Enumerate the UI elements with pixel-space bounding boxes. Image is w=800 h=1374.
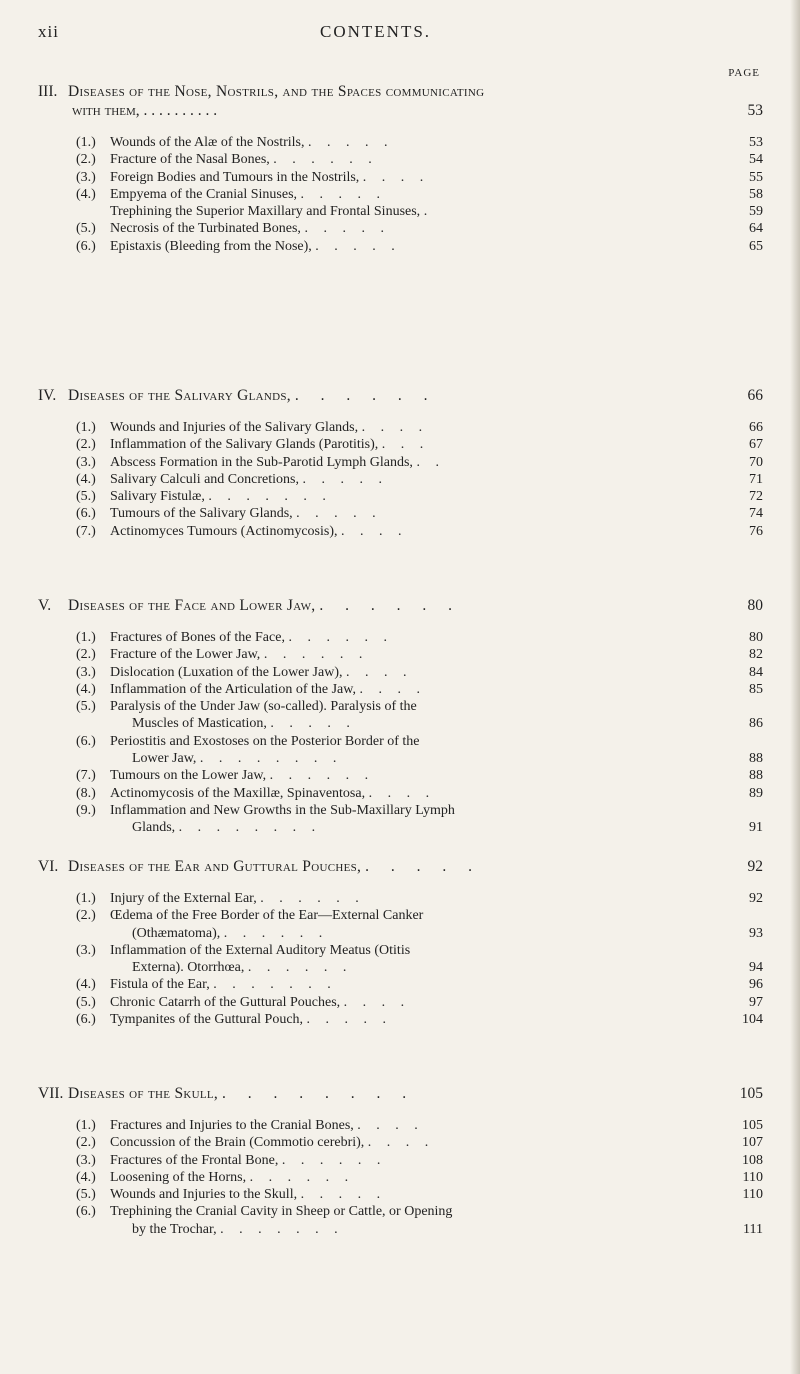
list-item-cont <box>38 1221 763 1238</box>
item-number: (5.) <box>76 489 96 505</box>
list-item <box>38 976 763 993</box>
section-title: Diseases of the Face and Lower Jaw, <box>68 597 316 614</box>
list-item <box>38 134 763 151</box>
item-text: Empyema of the Cranial Sinuses, <box>110 186 298 202</box>
dot-leader: . . . . . . <box>269 768 375 784</box>
item-text-cont: by the Trochar, <box>132 1221 217 1237</box>
section-title-cont: with them, <box>72 102 140 119</box>
item-number: (4.) <box>76 681 96 697</box>
item-text: Concussion of the Brain (Commotio cerebri), <box>110 1135 365 1151</box>
list-item <box>38 151 763 168</box>
item-text-cont: Muscles of Mastication, <box>132 716 267 732</box>
dot-leader: . . . . . <box>307 135 394 150</box>
list-item <box>38 1169 763 1186</box>
dot-leader: . . . . <box>341 523 408 539</box>
list-item <box>38 785 763 802</box>
dot-leader: . . . . . . <box>247 960 353 976</box>
dot-leader: . . . . . . . . <box>178 820 322 836</box>
list-item <box>38 169 763 186</box>
list-item <box>38 523 763 540</box>
item-text: Actinomycosis of the Maxillæ, Spinaventosa, <box>110 785 366 801</box>
item-number: (2.) <box>76 647 96 663</box>
item-number: (4.) <box>76 977 96 993</box>
dot-leader: . . . . . . . . <box>221 1085 416 1102</box>
dot-leader: . . . . . <box>270 716 356 732</box>
item-text: Fractures and Injuries to the Cranial Bones, <box>110 1118 354 1133</box>
dot-leader: . <box>423 204 434 220</box>
list-item <box>38 220 763 237</box>
list-item <box>38 698 763 715</box>
section-items <box>38 629 763 837</box>
item-page: 110 <box>742 1169 763 1185</box>
section-number: III. <box>38 83 58 100</box>
item-page: 54 <box>749 152 763 168</box>
list-item-cont <box>38 925 763 942</box>
dot-leader: . . . . . . <box>263 647 369 663</box>
dot-leader: . . . . . . <box>281 1152 387 1168</box>
item-text-cont: Glands, <box>132 820 176 836</box>
list-item <box>38 1203 763 1220</box>
item-number: (1.) <box>76 891 96 906</box>
item-page: 67 <box>749 437 763 453</box>
list-item <box>38 454 763 471</box>
page-edge-shadow <box>790 0 800 1374</box>
item-page: 64 <box>749 221 763 237</box>
item-page: 76 <box>749 523 763 539</box>
item-text-cont: Lower Jaw, <box>132 751 197 767</box>
item-page: 93 <box>749 925 763 941</box>
list-item <box>38 942 763 959</box>
list-item-cont <box>38 959 763 976</box>
dot-leader: . . . . . . <box>249 1169 355 1185</box>
section-items <box>38 134 763 255</box>
section-title: Diseases of the Ear and Guttural Pouches, <box>68 858 362 875</box>
dot-leader: . . . . <box>368 785 436 801</box>
dot-leader: . . . . . <box>302 471 388 487</box>
list-item <box>38 1117 763 1134</box>
item-number: (7.) <box>76 768 96 784</box>
dot-leader: . . . . <box>362 169 430 185</box>
dot-leader: . . . . . <box>365 858 481 875</box>
item-page: 70 <box>749 454 763 470</box>
item-text: Tympanites of the Guttural Pouch, <box>110 1012 304 1028</box>
list-item <box>38 802 763 819</box>
list-item <box>38 1134 763 1151</box>
section-heading <box>38 857 763 876</box>
list-item <box>38 436 763 453</box>
list-item <box>38 1186 763 1203</box>
list-item <box>38 1011 763 1028</box>
item-text: Wounds and Injuries of the Salivary Glands, <box>110 420 359 435</box>
item-text: Loosening of the Horns, <box>110 1169 247 1185</box>
item-number: (2.) <box>76 152 96 168</box>
list-item <box>38 186 763 203</box>
page-number: xii <box>38 22 59 41</box>
item-text: Fracture of the Lower Jaw, <box>110 647 261 663</box>
dot-leader: . . . <box>381 437 430 453</box>
section-heading <box>38 386 763 405</box>
page-title: CONTENTS. <box>320 22 432 41</box>
item-text: Dislocation (Luxation of the Lower Jaw), <box>110 664 343 680</box>
item-page: 97 <box>749 994 763 1010</box>
item-text-cont: Externa). Otorrhœa, <box>132 960 245 976</box>
dot-leader: . . . . <box>357 1118 424 1133</box>
section-title: Diseases of the Salivary Glands, <box>68 387 291 404</box>
item-page: 111 <box>743 1221 763 1237</box>
list-item <box>38 203 763 220</box>
item-page: 86 <box>749 716 763 732</box>
section-number: VII. <box>38 1085 64 1102</box>
section-title: Diseases of the Nose, Nostrils, and the Spaces communicating <box>68 83 485 100</box>
item-number: (3.) <box>76 1152 96 1168</box>
list-item <box>38 907 763 924</box>
section-6 <box>38 857 763 1028</box>
list-item <box>38 505 763 522</box>
item-text: Paralysis of the Under Jaw (so-called). Paralysis of the <box>110 699 417 715</box>
item-text: Inflammation and New Growths in the Sub-Maxillary Lymph <box>110 802 455 818</box>
item-text: Necrosis of the Turbinated Bones, <box>110 221 301 237</box>
section-heading <box>38 1084 763 1103</box>
list-item <box>38 488 763 505</box>
item-number: (8.) <box>76 785 96 801</box>
item-number: (1.) <box>76 1118 96 1133</box>
item-text: Inflammation of the External Auditory Meatus (Otitis <box>110 942 411 958</box>
item-page: 92 <box>749 891 763 906</box>
item-number: (3.) <box>76 169 96 185</box>
item-number: (3.) <box>76 664 96 680</box>
item-text: Wounds of the Alæ of the Nostrils, <box>110 135 305 150</box>
list-item-cont <box>38 819 763 836</box>
item-number: (1.) <box>76 135 96 150</box>
section-number: IV. <box>38 387 57 404</box>
section-heading <box>38 82 763 101</box>
item-number: (7.) <box>76 523 96 539</box>
item-text-cont: (Othæmatoma), <box>132 925 221 941</box>
item-page: 85 <box>749 681 763 697</box>
item-text: Injury of the External Ear, <box>110 891 257 906</box>
list-item <box>38 629 763 646</box>
dot-leader: . . . . . . <box>260 891 365 906</box>
dot-leader: . . . . . . . <box>220 1221 344 1237</box>
item-text: Salivary Fistulæ, <box>110 489 205 505</box>
item-number: (1.) <box>76 420 96 435</box>
section-7 <box>38 1084 763 1238</box>
item-text: Abscess Formation in the Sub-Parotid Lymph Glands, <box>110 454 413 470</box>
item-text: Trephining the Superior Maxillary and Frontal Sinuses, <box>110 204 421 220</box>
dot-leader: . . . . . . <box>319 597 461 614</box>
item-page: 80 <box>749 630 763 645</box>
item-number: (3.) <box>76 454 96 470</box>
dot-leader: . . . . . . <box>223 925 329 941</box>
item-number: (9.) <box>76 802 96 818</box>
item-page: 71 <box>749 471 763 487</box>
item-number: (4.) <box>76 471 96 487</box>
item-page: 65 <box>749 238 763 254</box>
dot-leader: . . . . . <box>315 238 401 254</box>
section-5 <box>38 596 763 837</box>
item-number: (2.) <box>76 908 96 924</box>
item-text: Tumours of the Salivary Glands, <box>110 506 293 522</box>
list-item <box>38 471 763 488</box>
section-items <box>38 419 763 540</box>
item-number: (4.) <box>76 186 96 202</box>
item-text: Wounds and Injuries to the Skull, <box>110 1187 298 1203</box>
dot-leader: . . . . . . . . <box>199 751 343 767</box>
dot-leader: . . . . <box>359 681 426 697</box>
item-number: (4.) <box>76 1169 96 1185</box>
item-text: Inflammation of the Articulation of the Jaw, <box>110 681 356 697</box>
item-page: 66 <box>749 420 763 435</box>
item-page: 107 <box>742 1135 763 1151</box>
item-page: 82 <box>749 647 763 663</box>
item-text: Foreign Bodies and Tumours in the Nostrils, <box>110 169 360 185</box>
section-items <box>38 1117 763 1238</box>
list-item <box>38 419 763 436</box>
dot-leader: . . . . . . . . . . <box>143 102 218 119</box>
item-number: (6.) <box>76 238 96 254</box>
item-text: Chronic Catarrh of the Guttural Pouches, <box>110 994 341 1010</box>
item-number: (5.) <box>76 994 96 1010</box>
section-3 <box>38 82 763 255</box>
list-item-cont <box>38 750 763 767</box>
dot-leader: . . . . <box>343 994 411 1010</box>
dot-leader: . . <box>416 454 445 470</box>
item-page: 91 <box>749 820 763 836</box>
item-number: (2.) <box>76 437 96 453</box>
list-item <box>38 733 763 750</box>
item-number: (2.) <box>76 1135 96 1151</box>
item-page: 89 <box>749 785 763 801</box>
dot-leader: . . . . . <box>300 1187 387 1203</box>
item-text: Trephining the Cranial Cavity in Sheep or Cattle, or Opening <box>110 1204 453 1220</box>
item-number: (5.) <box>76 1187 96 1203</box>
item-page: 104 <box>742 1012 763 1028</box>
item-number: (5.) <box>76 221 96 237</box>
item-text: Actinomyces Tumours (Actinomycosis), <box>110 523 338 539</box>
section-page: 53 <box>747 102 763 119</box>
item-page: 108 <box>742 1152 763 1168</box>
item-page: 105 <box>742 1118 763 1133</box>
list-item <box>38 767 763 784</box>
dot-leader: . . . . <box>346 664 413 680</box>
list-item <box>38 664 763 681</box>
list-item <box>38 994 763 1011</box>
list-item <box>38 1152 763 1169</box>
item-number: (6.) <box>76 1012 96 1028</box>
section-heading <box>38 596 763 615</box>
item-text: Fractures of the Frontal Bone, <box>110 1152 279 1168</box>
section-number: VI. <box>38 858 59 875</box>
section-title: Diseases of the Skull, <box>68 1085 219 1102</box>
item-text: Fracture of the Nasal Bones, <box>110 152 270 168</box>
item-text: Tumours on the Lower Jaw, <box>110 768 267 784</box>
list-item <box>38 890 763 907</box>
list-item <box>38 646 763 663</box>
item-text: Periostitis and Exostoses on the Posterior Border of the <box>110 733 420 749</box>
item-page: 74 <box>749 506 763 522</box>
section-4 <box>38 386 763 540</box>
dot-leader: . . . . . . . <box>208 489 332 505</box>
section-page: 92 <box>747 858 763 875</box>
item-number: (6.) <box>76 733 96 749</box>
item-number: (6.) <box>76 1204 96 1220</box>
section-page: 105 <box>739 1085 763 1102</box>
dot-leader: . . . . . <box>300 186 387 202</box>
item-number: (3.) <box>76 942 96 958</box>
dot-leader: . . . . . <box>304 221 390 237</box>
item-number: (5.) <box>76 699 96 715</box>
dot-leader: . . . . . <box>296 506 382 522</box>
item-number: (6.) <box>76 506 96 522</box>
item-number: (1.) <box>76 630 96 645</box>
item-page: 58 <box>749 186 763 202</box>
item-page: 59 <box>749 204 763 220</box>
item-page: 96 <box>749 977 763 993</box>
dot-leader: . . . . . . <box>288 630 393 645</box>
item-page: 94 <box>749 960 763 976</box>
dot-leader: . . . . <box>361 420 429 435</box>
dot-leader: . . . . . . <box>273 152 378 168</box>
list-item <box>38 238 763 255</box>
section-page: 66 <box>747 387 763 404</box>
section-heading-cont <box>38 101 763 120</box>
item-text: Inflammation of the Salivary Glands (Parotitis), <box>110 437 379 453</box>
item-text: Fractures of Bones of the Face, <box>110 630 285 645</box>
section-number: V. <box>38 597 52 614</box>
section-items <box>38 890 763 1028</box>
item-text: Fistula of the Ear, <box>110 977 210 993</box>
page-column-label: PAGE <box>728 67 760 79</box>
item-page: 53 <box>749 135 763 150</box>
item-text: Salivary Calculi and Concretions, <box>110 471 299 487</box>
item-page: 84 <box>749 664 763 680</box>
list-item-cont <box>38 715 763 732</box>
item-text: Œdema of the Free Border of the Ear—External Canker <box>110 908 424 924</box>
dot-leader: . . . . <box>367 1135 435 1151</box>
dot-leader: . . . . . <box>306 1012 393 1028</box>
item-page: 72 <box>749 489 763 505</box>
item-page: 55 <box>749 169 763 185</box>
item-page: 88 <box>749 768 763 784</box>
item-page: 88 <box>749 751 763 767</box>
item-page: 110 <box>742 1187 763 1203</box>
dot-leader: . . . . . . <box>294 387 437 404</box>
list-item <box>38 681 763 698</box>
section-page: 80 <box>747 597 763 614</box>
dot-leader: . . . . . . . <box>213 977 337 993</box>
item-text: Epistaxis (Bleeding from the Nose), <box>110 238 312 254</box>
